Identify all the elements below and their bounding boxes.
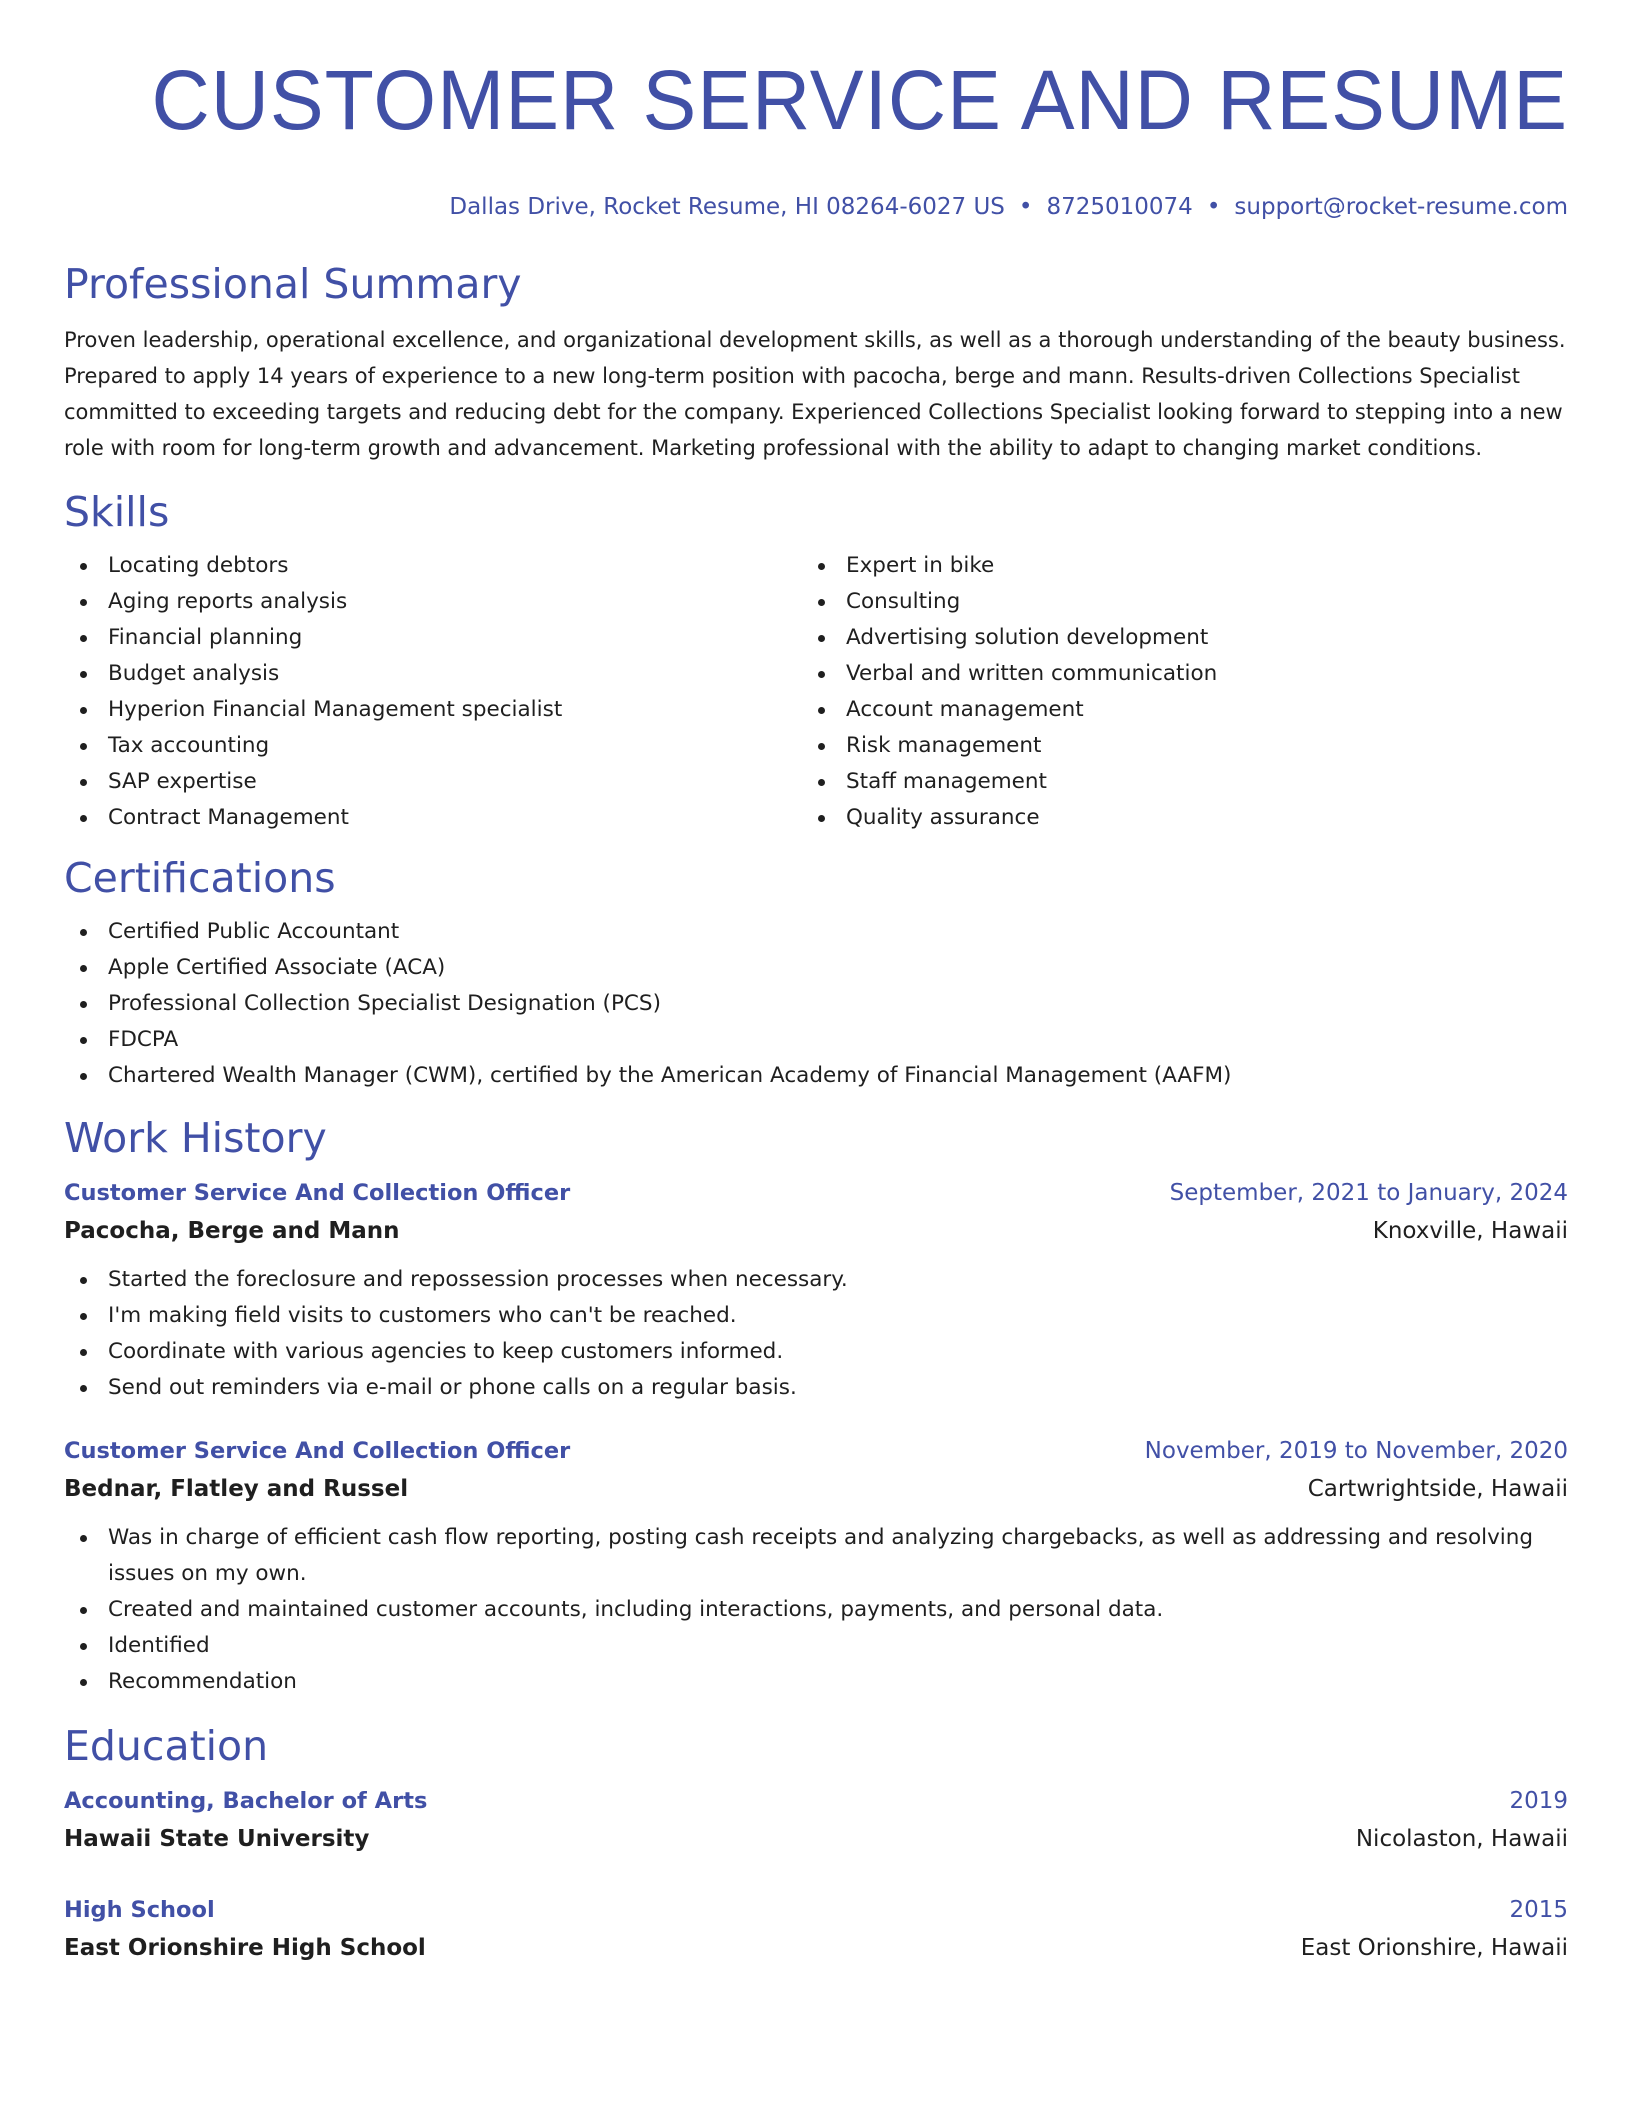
skill-item: Contract Management — [64, 800, 802, 836]
contact-phone: 8725010074 — [1046, 194, 1193, 220]
contact-separator: • — [1206, 194, 1221, 220]
skill-item: Budget analysis — [64, 656, 802, 692]
skill-item: SAP expertise — [64, 764, 802, 800]
job-location: Knoxville, Hawaii — [1372, 1218, 1568, 1244]
skill-item: Verbal and written communication — [802, 656, 1540, 692]
responsibility-item: Send out reminders via e-mail or phone calls on a regular basis. — [64, 1370, 1568, 1406]
certification-item: Professional Collection Specialist Designation (PCS) — [64, 986, 1568, 1022]
job-title: Customer Service And Collection Officer — [64, 1438, 571, 1464]
job-entry — [64, 1174, 1568, 1406]
skills-list — [64, 548, 1568, 836]
certification-item: Chartered Wealth Manager (CWM), certified by the American Academy of Financial Management (AAFM) — [64, 1058, 1568, 1094]
skill-item: Hyperion Financial Management specialist — [64, 692, 802, 728]
skill-item: Financial planning — [64, 620, 802, 656]
skill-item: Quality assurance — [802, 800, 1540, 836]
responsibility-item: I'm making field visits to customers who can't be reached. — [64, 1298, 1568, 1334]
candidate-name: CUSTOMER SERVICE AND RESUME — [151, 53, 1569, 147]
skills-column-left — [64, 548, 802, 836]
job-dates: November, 2019 to November, 2020 — [1144, 1438, 1568, 1464]
education-degree: High School — [64, 1897, 215, 1923]
skill-item: Consulting — [802, 584, 1540, 620]
skill-item: Advertising solution development — [802, 620, 1540, 656]
education-entry — [64, 1891, 1568, 1967]
responsibility-item: Coordinate with various agencies to keep customers informed. — [64, 1334, 1568, 1370]
responsibility-item: Recommendation — [64, 1664, 1568, 1700]
responsibility-item: Identified — [64, 1628, 1568, 1664]
skill-item: Tax accounting — [64, 728, 802, 764]
responsibility-item: Created and maintained customer accounts, including interactions, payments, and personal data. — [64, 1592, 1568, 1628]
job-responsibilities — [64, 1262, 1568, 1406]
certification-item: FDCPA — [64, 1022, 1568, 1058]
work-history-heading: Work History — [64, 1114, 327, 1162]
skill-item: Staff management — [802, 764, 1540, 800]
education-year: 2019 — [1509, 1788, 1568, 1814]
job-dates: September, 2021 to January, 2024 — [1169, 1180, 1568, 1206]
summary-text: Proven leadership, operational excellence, and organizational development skills, as well as a thorough understanding of the beauty business. Prepared to apply 14 years of experience to a new long-term position with pacocha, berge and mann. Results-driven Collections Specialist committed to exceeding targets and reducing debt for the company. Experienced Collections Specialist looking forward to stepping into a new role with room for long-term growth and advancement. Marketing professional with the ability to adapt to changing market conditions. — [64, 328, 1566, 460]
contact-email: support@rocket-resume.com — [1234, 194, 1568, 220]
certifications-heading: Certifications — [64, 854, 336, 902]
responsibility-item: Started the foreclosure and repossession processes when necessary. — [64, 1262, 1568, 1298]
contact-separator: • — [1018, 194, 1033, 220]
education-school: Hawaii State University — [64, 1826, 370, 1852]
job-entry — [64, 1432, 1568, 1700]
job-company: Pacocha, Berge and Mann — [64, 1218, 400, 1244]
contact-line — [64, 192, 1568, 222]
skills-column-right — [802, 548, 1540, 836]
education-degree: Accounting, Bachelor of Arts — [64, 1788, 428, 1814]
education-location: East Orionshire, Hawaii — [1300, 1935, 1568, 1961]
summary-heading: Professional Summary — [64, 260, 522, 308]
job-company: Bednar, Flatley and Russel — [64, 1476, 409, 1502]
contact-address: Dallas Drive, Rocket Resume, HI 08264-6027 US — [449, 194, 1005, 220]
job-responsibilities — [64, 1520, 1568, 1700]
certification-item: Certified Public Accountant — [64, 914, 1568, 950]
skill-item: Expert in bike — [802, 548, 1540, 584]
education-year: 2015 — [1509, 1897, 1568, 1923]
skill-item: Risk management — [802, 728, 1540, 764]
job-location: Cartwrightside, Hawaii — [1307, 1476, 1568, 1502]
job-title: Customer Service And Collection Officer — [64, 1180, 571, 1206]
responsibility-item: Was in charge of efficient cash flow reporting, posting cash receipts and analyzing chargebacks, as well as addressing and resolving issues on my own. — [64, 1520, 1568, 1592]
skill-item: Aging reports analysis — [64, 584, 802, 620]
skill-item: Account management — [802, 692, 1540, 728]
education-school: East Orionshire High School — [64, 1935, 426, 1961]
education-entry — [64, 1782, 1568, 1858]
certification-item: Apple Certified Associate (ACA) — [64, 950, 1568, 986]
skill-item: Locating debtors — [64, 548, 802, 584]
education-location: Nicolaston, Hawaii — [1355, 1826, 1568, 1852]
certifications-list — [64, 914, 1568, 1094]
education-heading: Education — [64, 1722, 269, 1770]
skills-heading: Skills — [64, 488, 170, 536]
